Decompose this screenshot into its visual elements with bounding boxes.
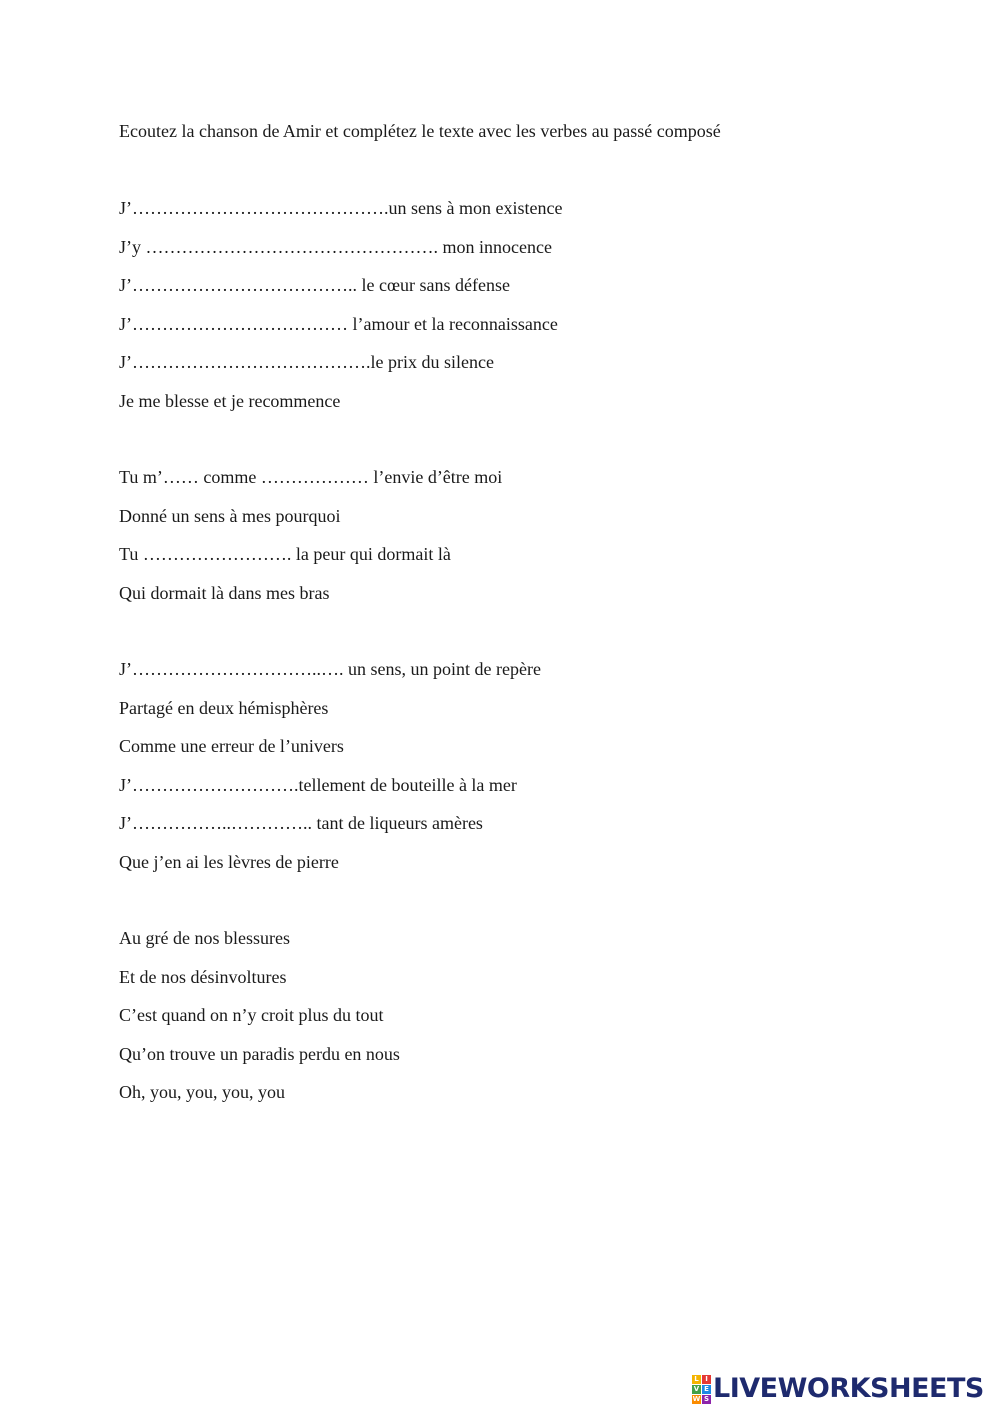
lyric-line: Je me blesse et je recommence — [119, 390, 341, 411]
logo-mark-cell: W — [692, 1394, 701, 1403]
lyric-line: J’………………………………….le prix du silence — [119, 352, 494, 372]
logo-mark-cell: L — [692, 1375, 701, 1384]
liveworksheets-logo[interactable] — [692, 1374, 984, 1404]
logo-mark-cell: V — [693, 1384, 700, 1393]
lyric-line: J’……………………….tellement de bouteille à la mer — [119, 774, 517, 795]
stanza-4 — [119, 926, 400, 1119]
lyric-line: J’……………………………… l’amour et la reconnaissance — [119, 313, 558, 334]
lyric-line: Tu ……………………. la peur qui dormait là — [119, 544, 451, 564]
stanza-2 — [119, 465, 502, 619]
lyric-line: J’……………………………….. le cœur sans défense — [119, 275, 510, 295]
lyric-line: Donné un sens à mes pourquoi — [119, 505, 341, 526]
lyric-line: J’……………..………….. tant de liqueurs amères — [119, 813, 483, 833]
lyric-line: C’est quand on n’y croit plus du tout — [119, 1005, 384, 1025]
lyric-line: Qu’on trouve un paradis perdu en nous — [119, 1043, 400, 1064]
stanza-3 — [119, 657, 541, 888]
stanza-1 — [119, 196, 562, 427]
logo-mark-icon — [692, 1375, 711, 1404]
logo-mark-cell: E — [702, 1385, 711, 1394]
lyric-line: J’…………………………..…. un sens, un point de repère — [119, 659, 541, 679]
lyric-line: Tu m’…… comme ……………… l’envie d’être moi — [119, 467, 503, 487]
lyric-line: Que j’en ai les lèvres de pierre — [119, 851, 339, 872]
logo-mark-cell: I — [702, 1375, 711, 1384]
lyric-line: Au gré de nos blessures — [119, 928, 290, 948]
lyric-line: J’…………………………………….un sens à mon existence — [119, 198, 563, 218]
lyric-line: Et de nos désinvoltures — [119, 966, 287, 987]
logo-mark-cell: S — [703, 1394, 710, 1403]
lyric-line: J’y …………………………………………. mon innocence — [119, 236, 552, 257]
logo-wordmark: LIVEWORKSHEETS — [713, 1373, 984, 1404]
lyric-line: Oh, you, you, you, you — [119, 1082, 285, 1102]
instruction-text: Ecoutez la chanson de Amir et complétez le texte avec les verbes au passé composé — [119, 121, 721, 141]
lyric-line: Qui dormait là dans mes bras — [119, 582, 330, 603]
lyric-line: Partagé en deux hémisphères — [119, 697, 329, 718]
lyric-line: Comme une erreur de l’univers — [119, 736, 344, 756]
